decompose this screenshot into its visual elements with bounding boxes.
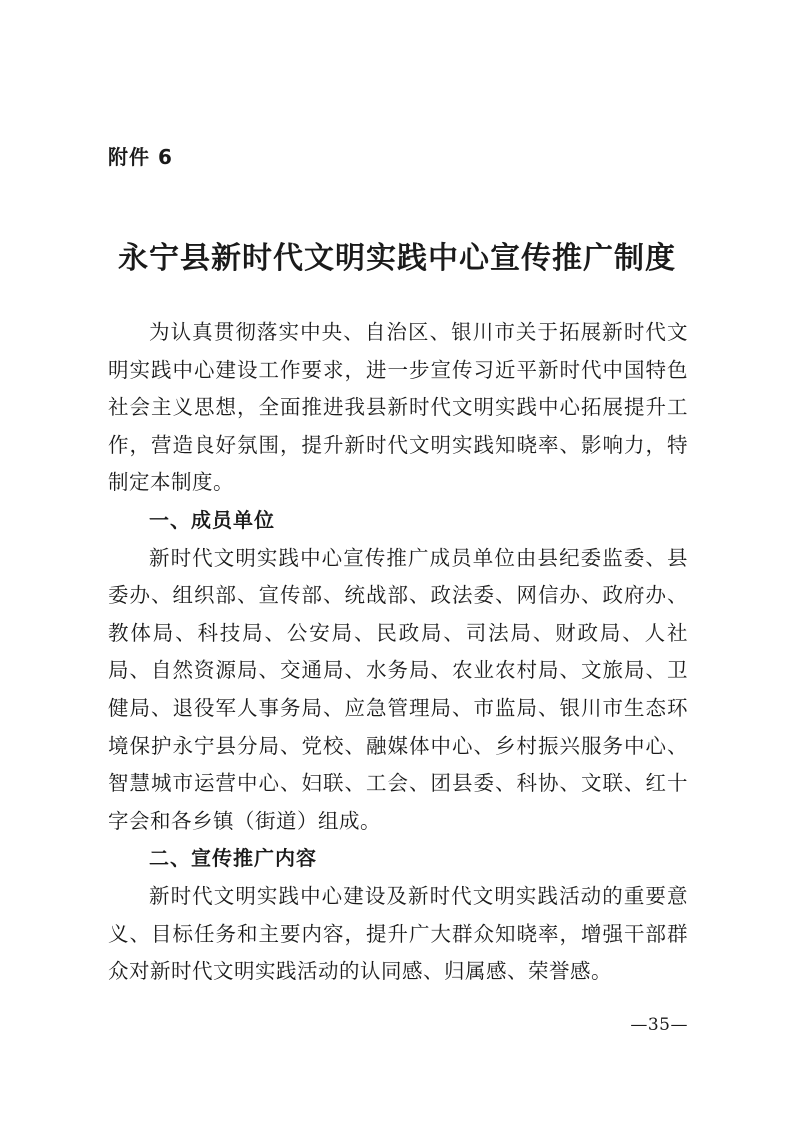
document-title: 永宁县新时代文明实践中心宣传推广制度 [118,241,676,276]
page-number: —35— [630,1015,688,1035]
section-heading-content: 二、宣传推广内容 [149,846,317,871]
section-paragraph-content: 新时代文明实践中心建设及新时代文明实践活动的重要意义、目标任务和主要内容，提升广大群众知晓率，增强干部群众对新时代文明实践活动的认同感、归属感、荣誉感。 [108,883,688,984]
section-paragraph-members: 新时代文明实践中心宣传推广成员单位由县纪委监委、县委办、组织部、宣传部、统战部、政法委、网信办、政府办、教体局、科技局、公安局、民政局、司法局、财政局、人社局、自然资源局、交通局、水务局、农业农村局、文旅局、卫健局、退役军人事务局、应急管理局、市监局、银川市生态环境保护永宁县分局、党校、融媒体中心、乡村振兴服务中心、智慧城市运营中心、妇联、工会、团县委、科协、文联、红十字会和各乡镇（街道）组成。 [108,545,688,833]
section-heading-members: 一、成员单位 [149,507,275,532]
document-body [108,314,688,991]
intro-paragraph: 为认真贯彻落实中央、自治区、银川市关于拓展新时代文明实践中心建设工作要求，进一步宣传习近平新时代中国特色社会主义思想，全面推进我县新时代文明实践中心拓展提升工作，营造良好氛围，提升新时代文明实践知晓率、影响力，特制定本制度。 [108,320,688,495]
attachment-label: 附件 6 [108,145,173,169]
